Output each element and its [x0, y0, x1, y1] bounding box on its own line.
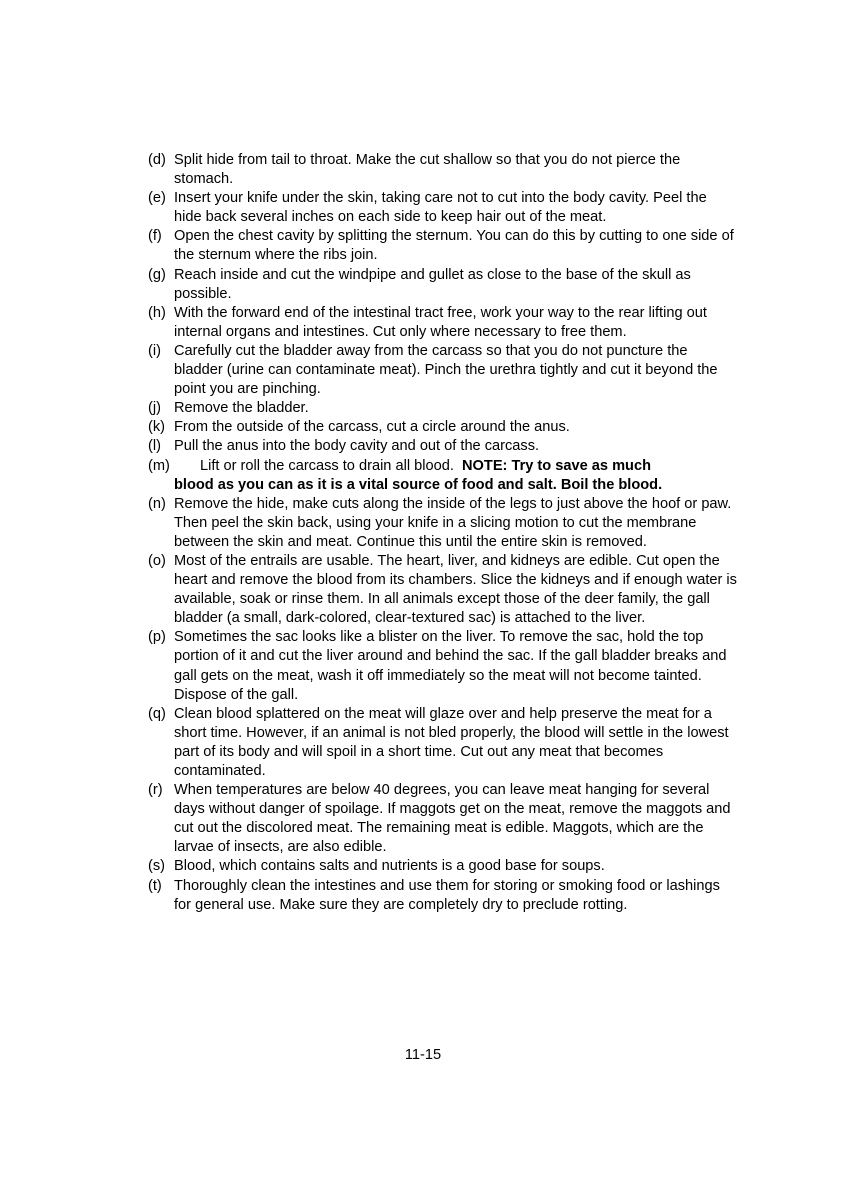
step-marker: (k) [148, 419, 166, 436]
step-item [148, 304, 738, 342]
step-text: Reach inside and cut the windpipe and gullet as close to the base of the skull as possible. [174, 266, 691, 302]
step-item [148, 151, 738, 189]
step-item [148, 266, 738, 304]
step-item [148, 495, 738, 552]
step-marker: (r) [148, 782, 163, 799]
step-marker: (h) [148, 304, 166, 321]
step-text: Lift or roll the carcass to drain all blood. [200, 457, 454, 474]
step-text: Split hide from tail to throat. Make the cut shallow so that you do not pierce the stomach. [174, 152, 681, 188]
page-number: 11-15 [404, 1047, 442, 1063]
step-text: Thoroughly clean the intestines and use them for storing or smoking food or lashings for general use. Make sure they are completely dry to preclude rotting. [174, 877, 720, 913]
step-item [148, 628, 738, 704]
step-marker: (o) [148, 552, 166, 569]
step-item [148, 781, 738, 857]
step-text: Most of the entrails are usable. The heart, liver, and kidneys are edible. Cut open the heart and remove the blood from its chambers. Slice the kidneys and if enough water is available, soak or rinse them. In all animals except those of the deer family, the gall bladder (a small, dark-colored, clear-textured sac) is attached to the liver. [174, 552, 737, 627]
step-item [148, 437, 738, 456]
step-text: Insert your knife under the skin, taking care not to cut into the body cavity. Peel the hide back several inches on each side to keep hair out of the meat. [174, 190, 707, 226]
step-marker: (s) [148, 858, 166, 875]
step-marker: (i) [148, 342, 161, 359]
step-marker: (l) [148, 438, 161, 455]
step-marker: (e) [148, 190, 166, 207]
procedure-steps-list [148, 151, 738, 915]
step-text: Carefully cut the bladder away from the carcass so that you do not puncture the bladder (urine can contaminate meat). Pinch the urethra tightly and cut it beyond the point you are pinching. [174, 342, 718, 398]
step-text: Remove the bladder. [174, 400, 309, 417]
step-item [148, 399, 738, 418]
step-item [148, 857, 738, 876]
step-item [148, 705, 738, 781]
step-text: Open the chest cavity by splitting the sternum. You can do this by cutting to one side of the sternum where the ribs join. [174, 228, 734, 264]
step-text: When temperatures are below 40 degrees, you can leave meat hanging for several days without danger of spoilage. If maggots get on the meat, remove the maggots and cut out the discolored meat. The remaining meat is edible. Maggots, which are the larvae of insects, are also edible. [174, 782, 731, 856]
step-item [148, 552, 738, 628]
step-marker: (m) [148, 457, 170, 474]
step-text: Remove the hide, make cuts along the inside of the legs to just above the hoof or paw. Then peel the skin back, using your knife in a slicing motion to cut the membrane between the skin and meat. Continue this until the entire skin is removed. [174, 495, 732, 550]
step-text: Clean blood splattered on the meat will glaze over and help preserve the meat for a short time. However, if an animal is not bled properly, the blood will settle in the lowest part of its body and will spoil in a short time. Cut out any meat that becomes contaminated. [174, 705, 729, 779]
blood-note-text: blood as you can as it is a vital source of food and salt. Boil the blood. [174, 476, 663, 493]
step-marker: (p) [148, 629, 166, 646]
blood-note-heading: NOTE: Try to save as much [462, 457, 651, 474]
step-marker: (n) [148, 495, 166, 512]
step-item [148, 342, 738, 399]
step-marker: (q) [148, 705, 166, 722]
step-item-note [148, 457, 738, 495]
step-text: Pull the anus into the body cavity and out of the carcass. [174, 438, 540, 455]
step-item [148, 189, 738, 227]
step-text: With the forward end of the intestinal tract free, work your way to the rear lifting out internal organs and intestines. Cut only where necessary to free them. [174, 304, 707, 340]
step-item [148, 418, 738, 437]
step-text: From the outside of the carcass, cut a circle around the anus. [174, 419, 570, 436]
step-item [148, 227, 738, 265]
step-marker: (j) [148, 400, 161, 417]
step-text: Blood, which contains salts and nutrients is a good base for soups. [174, 858, 605, 875]
step-item [148, 877, 738, 915]
step-marker: (g) [148, 266, 166, 283]
step-marker: (f) [148, 228, 162, 245]
step-text: Sometimes the sac looks like a blister on the liver. To remove the sac, hold the top portion of it and cut the liver around and behind the sac. If the gall bladder breaks and gall gets on the meat, wash it off immediately so the meat will not become tainted. Dispose of the gall. [174, 629, 727, 703]
step-marker: (d) [148, 152, 166, 168]
step-marker: (t) [148, 877, 162, 894]
